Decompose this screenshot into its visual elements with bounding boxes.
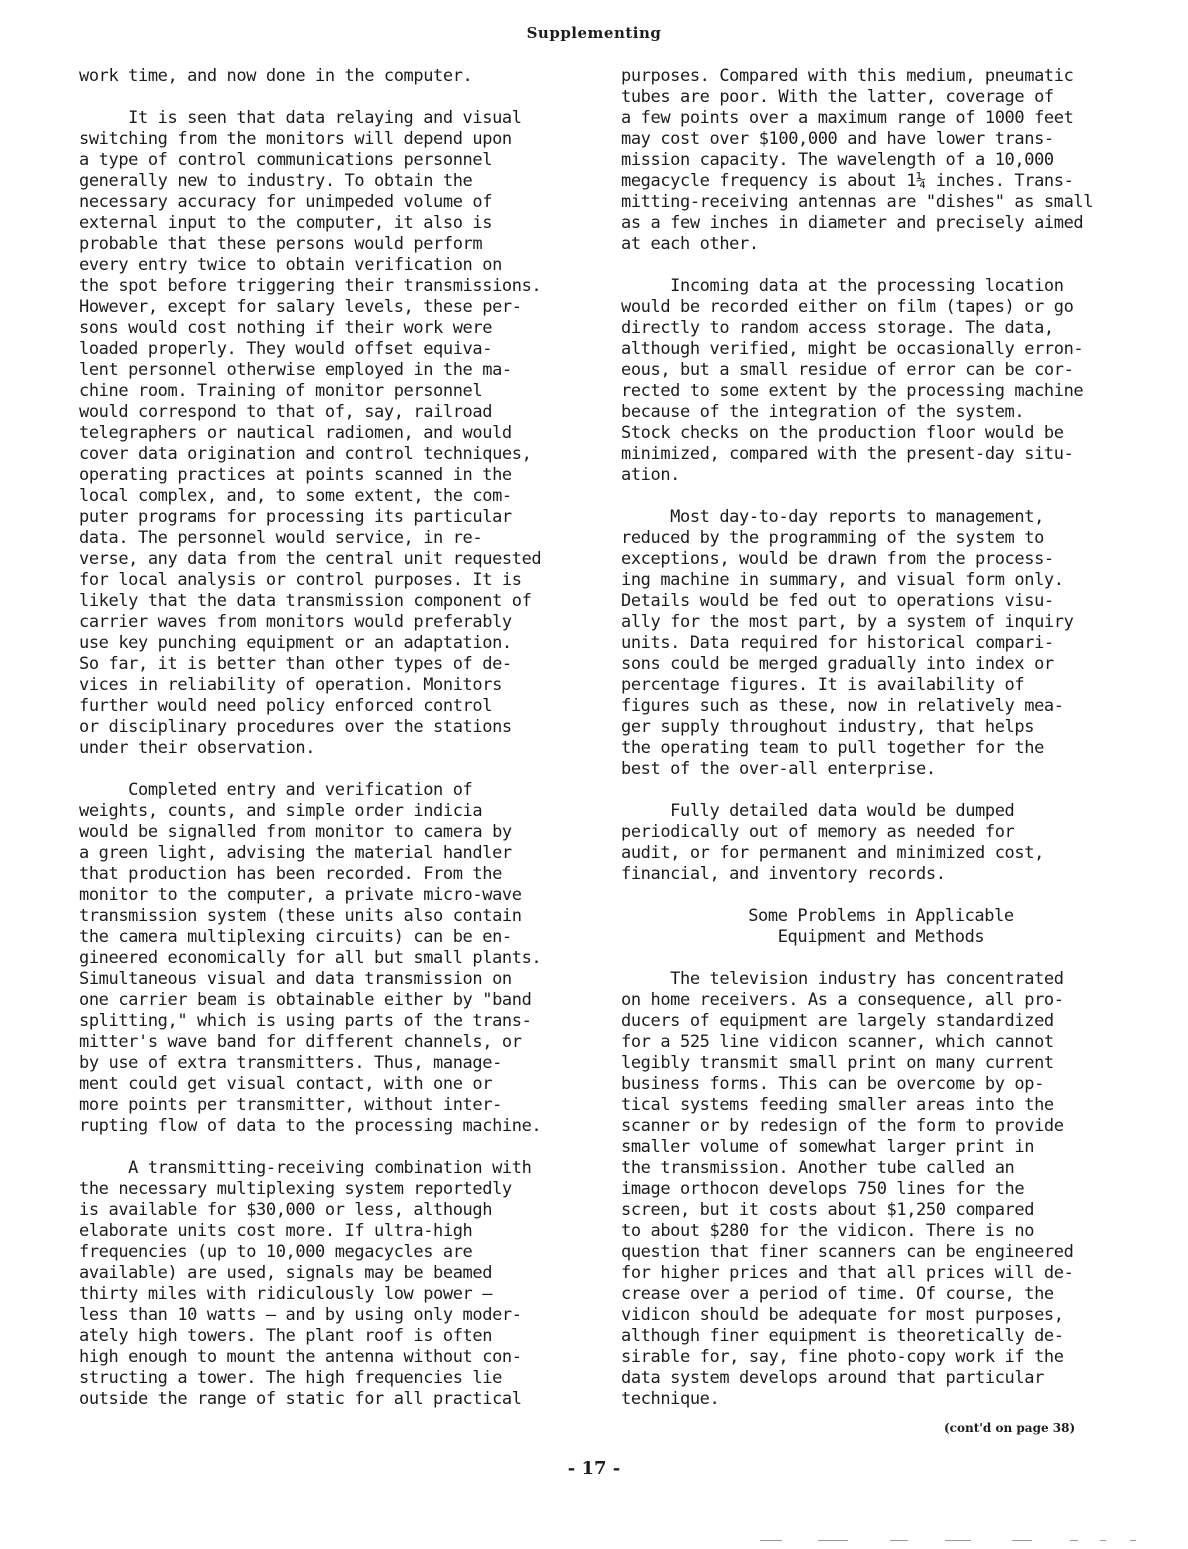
page-number: - 17 - [567,1458,621,1479]
paragraph: Most day-to-day reports to management, reduced by the programming of the system to exceptions, would be drawn from the process- ing machine in summary, and visual form only. Details would be fed out to operations visu- ally for the most part, by a system of inquiry units. Data required for historical compari- sons could be merged gradually into index or percentage figures. It is availability of figures such as these, now in relatively mea- ger supply throughout industry, that helps the operating team to pull together for the best of the over-all enterprise. [621,507,1074,779]
running-header: Supplementing [526,24,662,42]
scan-artifact-marks [760,1540,1140,1542]
continuation-note: (cont'd on page 38) [944,1421,1076,1435]
left-column [79,66,579,1431]
paragraph: Incoming data at the processing location would be recorded either on film (tapes) or go directly to random access storage. The data, although verified, might be occasionally erron- eous, but a small residue of error can be cor- rected to some extent by the processing machine because of the integration of the system. Stock checks on the production floor would be minimized, compared with the present-day situ- ation. [621,276,1084,485]
paragraph: The television industry has concentrated on home receivers. As a consequence, all pro- ducers of equipment are largely standardized for a 525 line vidicon scanner, which cannot legibly transmit small print on many current business forms. This can be overcome by op- tical systems feeding smaller areas into the scanner or by redesign of the form to provide smaller volume of somewhat larger print in the transmission. Another tube called an image orthocon develops 750 lines for the screen, but it costs about $1,250 compared to about $280 for the vidicon. There is no question that finer scanners can be engineered for higher prices and that all prices will de- crease over a period of time. Of course, the vidicon should be adequate for most purposes, although finer equipment is theoretically de- sirable for, say, fine photo-copy work if the data system develops around that particular technique. [621,969,1074,1409]
paragraph: A transmitting-receiving combination with the necessary multiplexing system reportedly is available for $30,000 or less, although elaborate units cost more. If ultra-high frequencies (up to 10,000 megacycles are available) are used, signals may be beamed thirty miles with ridiculously low power — less than 10 watts — and by using only moder- ately high towers. The plant roof is often high enough to mount the antenna without con- structing a tower. The high frequencies lie outside the range of static for all practical [79,1158,532,1409]
right-column [621,66,1121,1431]
paragraph: work time, and now done in the computer. [79,66,473,86]
paragraph: Completed entry and verification of weights, counts, and simple order indicia would be signalled from monitor to camera by a green light, advising the material handler that production has been recorded. From the monitor to the computer, a private micro-wave transmission system (these units also contain the camera multiplexing circuits) can be en- gineered economically for all but small plants. Simultaneous visual and data transmission on one carrier beam is obtainable either by "band splitting," which is using parts of the trans- mitter's wave band for different channels, or by use of extra transmitters. Thus, manage- ment could get visual contact, with one or more points per transmitter, without inter- rupting flow of data to the processing machine. [79,780,542,1136]
paragraph: It is seen that data relaying and visual switching from the monitors will depend upon a type of control communications personnel generally new to industry. To obtain the necessary accuracy for unimpeded volume of external input to the computer, it also is probable that these persons would perform every entry twice to obtain verification on the spot before triggering their transmissions. However, except for salary levels, these per- sons would cost nothing if their work were loaded properly. They would offset equiva- lent personnel otherwise employed in the ma- chine room. Training of monitor personnel would correspond to that of, say, railroad telegraphers or nautical radiomen, and would cover data origination and control techniques, operating practices at points scanned in the local complex, and, to some extent, the com- puter programs for processing its particular data. The personnel would service, in re- verse, any data from the central unit requested for local analysis or control purposes. It is likely that the data transmission component of carrier waves from monitors would preferably use key punching equipment or an adaptation. So far, it is better than other types of de- vices in reliability of operation. Monitors further would need policy enforced control or disciplinary procedures over the stations under their observation. [79,108,542,758]
section-heading: Some Problems in Applicable Equipment and Methods [748,906,1014,947]
paragraph: Fully detailed data would be dumped periodically out of memory as needed for audit, or for permanent and minimized cost, financial, and inventory records. [621,801,1044,884]
paragraph: purposes. Compared with this medium, pneumatic tubes are poor. With the latter, coverage of a few points over a maximum range of 1000 feet may cost over $100,000 and have lower trans- mission capacity. The wavelength of a 10,000 megacycle frequency is about 1¼ inches. Trans- mitting-receiving antennas are "dishes" as small as a few inches in diameter and precisely aimed at each other. [621,66,1094,254]
